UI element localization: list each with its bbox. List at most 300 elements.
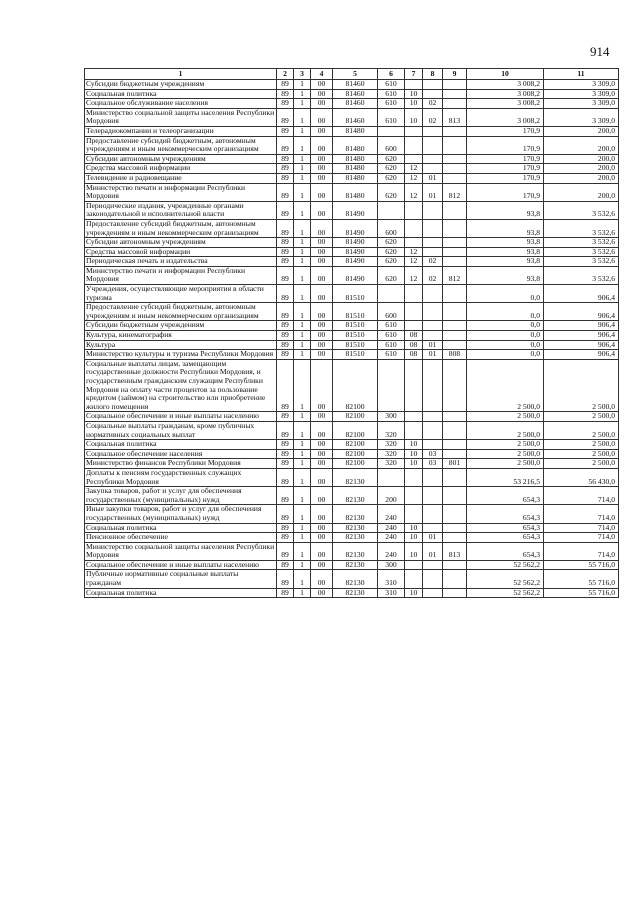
code-cell: 00 [311, 350, 333, 360]
column-header: 1 [85, 69, 277, 80]
code-cell [443, 99, 467, 109]
table-row [85, 173, 619, 183]
code-cell: 00 [311, 440, 333, 450]
code-cell: 89 [277, 247, 294, 257]
table-row [85, 340, 619, 350]
code-cell: 82100 [333, 412, 378, 422]
code-cell [423, 421, 443, 439]
code-cell: 12 [405, 164, 423, 174]
code-cell [405, 421, 423, 439]
code-cell: 1 [294, 468, 311, 486]
code-cell: 620 [378, 266, 405, 284]
code-cell: 89 [277, 89, 294, 99]
code-cell: 320 [378, 421, 405, 439]
column-header: 9 [443, 69, 467, 80]
code-cell: 00 [311, 570, 333, 588]
name-cell: Министерство печати и информации Республики Мордовия [85, 183, 277, 201]
code-cell: 610 [378, 80, 405, 90]
amount-2017-cell: 170,9 [467, 183, 544, 201]
code-cell: 00 [311, 588, 333, 598]
code-cell: 89 [277, 421, 294, 439]
code-cell: 89 [277, 266, 294, 284]
table-row [85, 533, 619, 543]
amount-2017-cell: 2 500,0 [467, 440, 544, 450]
code-cell: 620 [378, 257, 405, 267]
code-cell: 89 [277, 257, 294, 267]
name-cell: Субсидии автономным учреждениям [85, 238, 277, 248]
code-cell [443, 173, 467, 183]
table-row [85, 359, 619, 412]
code-cell: 89 [277, 321, 294, 331]
code-cell: 01 [423, 350, 443, 360]
code-cell: 300 [378, 412, 405, 422]
name-cell: Культура [85, 340, 277, 350]
code-cell: 00 [311, 238, 333, 248]
code-cell: 00 [311, 80, 333, 90]
name-cell: Субсидии бюджетным учреждениям [85, 321, 277, 331]
code-cell: 89 [277, 126, 294, 136]
code-cell: 610 [378, 108, 405, 126]
code-cell: 01 [423, 340, 443, 350]
code-cell: 89 [277, 154, 294, 164]
amount-2018-cell: 3 532,6 [544, 266, 619, 284]
code-cell: 620 [378, 164, 405, 174]
code-cell: 89 [277, 238, 294, 248]
name-cell: Социальное обслуживание населения [85, 99, 277, 109]
code-cell: 10 [405, 588, 423, 598]
code-cell: 08 [405, 350, 423, 360]
amount-2018-cell: 55 716,0 [544, 570, 619, 588]
code-cell: 00 [311, 183, 333, 201]
code-cell: 310 [378, 588, 405, 598]
amount-2018-cell: 3 532,6 [544, 247, 619, 257]
budget-table [84, 68, 619, 598]
code-cell: 00 [311, 201, 333, 219]
table-row [85, 449, 619, 459]
code-cell: 1 [294, 340, 311, 350]
name-cell: Социальное обеспечение населения [85, 449, 277, 459]
table-row [85, 421, 619, 439]
code-cell: 10 [405, 459, 423, 469]
code-cell [443, 247, 467, 257]
code-cell: 00 [311, 533, 333, 543]
amount-2017-cell: 93,8 [467, 201, 544, 219]
amount-2017-cell: 654,3 [467, 487, 544, 505]
column-header: 5 [333, 69, 378, 80]
code-cell [443, 449, 467, 459]
table-row [85, 350, 619, 360]
table-row [85, 303, 619, 321]
code-cell [423, 219, 443, 237]
name-cell: Социальная политика [85, 523, 277, 533]
code-cell: 81480 [333, 173, 378, 183]
name-cell: Социальные выплаты гражданам, кроме публичных нормативных социальных выплат [85, 421, 277, 439]
name-cell: Социальная политика [85, 89, 277, 99]
code-cell: 10 [405, 542, 423, 560]
code-cell: 00 [311, 421, 333, 439]
table-row [85, 154, 619, 164]
code-cell: 808 [443, 350, 467, 360]
code-cell: 1 [294, 285, 311, 303]
code-cell: 1 [294, 164, 311, 174]
code-cell: 1 [294, 321, 311, 331]
code-cell: 1 [294, 459, 311, 469]
code-cell [443, 523, 467, 533]
code-cell: 82130 [333, 542, 378, 560]
amount-2018-cell: 906,4 [544, 350, 619, 360]
table-row [85, 201, 619, 219]
code-cell [443, 238, 467, 248]
name-cell: Социальная политика [85, 588, 277, 598]
table-body [85, 80, 619, 598]
amount-2018-cell: 906,4 [544, 340, 619, 350]
amount-2018-cell: 906,4 [544, 285, 619, 303]
code-cell: 82130 [333, 570, 378, 588]
amount-2017-cell: 93,8 [467, 266, 544, 284]
name-cell: Учреждения, осуществляющие мероприятия в области туризма [85, 285, 277, 303]
code-cell: 89 [277, 350, 294, 360]
code-cell: 82100 [333, 359, 378, 412]
code-cell [405, 136, 423, 154]
column-header: 10 [467, 69, 544, 80]
code-cell: 1 [294, 136, 311, 154]
name-cell: Телерадиокомпании и телеорганизации [85, 126, 277, 136]
code-cell [423, 588, 443, 598]
table-row [85, 126, 619, 136]
code-cell [378, 201, 405, 219]
amount-2017-cell: 93,8 [467, 257, 544, 267]
code-cell [443, 201, 467, 219]
code-cell: 610 [378, 99, 405, 109]
code-cell: 1 [294, 108, 311, 126]
code-cell: 81490 [333, 219, 378, 237]
code-cell [443, 126, 467, 136]
code-cell: 01 [423, 542, 443, 560]
code-cell [443, 285, 467, 303]
column-header: 7 [405, 69, 423, 80]
code-cell: 240 [378, 533, 405, 543]
code-cell: 00 [311, 164, 333, 174]
code-cell: 00 [311, 126, 333, 136]
code-cell: 620 [378, 183, 405, 201]
code-cell: 81480 [333, 164, 378, 174]
code-cell: 00 [311, 173, 333, 183]
code-cell: 89 [277, 505, 294, 523]
code-cell: 81490 [333, 266, 378, 284]
amount-2017-cell: 170,9 [467, 173, 544, 183]
code-cell: 1 [294, 487, 311, 505]
code-cell: 10 [405, 108, 423, 126]
column-header: 2 [277, 69, 294, 80]
table-row [85, 542, 619, 560]
name-cell: Субсидии автономным учреждениям [85, 154, 277, 164]
name-cell: Социальное обеспечение и иные выплаты населению [85, 560, 277, 570]
code-cell: 1 [294, 201, 311, 219]
code-cell: 82130 [333, 505, 378, 523]
amount-2017-cell: 170,9 [467, 164, 544, 174]
code-cell [423, 154, 443, 164]
table-row [85, 505, 619, 523]
code-cell: 89 [277, 459, 294, 469]
code-cell [423, 487, 443, 505]
code-cell: 10 [405, 89, 423, 99]
code-cell: 89 [277, 136, 294, 154]
name-cell: Пенсионное обеспечение [85, 533, 277, 543]
code-cell: 89 [277, 560, 294, 570]
code-cell [423, 359, 443, 412]
amount-2017-cell: 170,9 [467, 136, 544, 154]
code-cell: 89 [277, 164, 294, 174]
code-cell [423, 560, 443, 570]
code-cell [405, 285, 423, 303]
table-row [85, 247, 619, 257]
name-cell: Закупка товаров, работ и услуг для обеспечения государственных (муниципальных) нужд [85, 487, 277, 505]
code-cell [423, 468, 443, 486]
table-row [85, 183, 619, 201]
code-cell: 610 [378, 350, 405, 360]
code-cell: 1 [294, 331, 311, 341]
code-cell [405, 412, 423, 422]
amount-2018-cell: 2 500,0 [544, 440, 619, 450]
code-cell: 12 [405, 247, 423, 257]
code-cell: 1 [294, 412, 311, 422]
code-cell [443, 412, 467, 422]
code-cell: 81490 [333, 201, 378, 219]
code-cell: 00 [311, 340, 333, 350]
code-cell: 89 [277, 331, 294, 341]
amount-2018-cell: 714,0 [544, 505, 619, 523]
code-cell: 81490 [333, 257, 378, 267]
table-row [85, 238, 619, 248]
amount-2017-cell: 3 008,2 [467, 108, 544, 126]
code-cell [423, 331, 443, 341]
code-cell [423, 126, 443, 136]
table-row [85, 321, 619, 331]
code-cell: 10 [405, 523, 423, 533]
code-cell [405, 560, 423, 570]
name-cell: Предоставление субсидий бюджетным, автономным учреждениям и иным некоммерческим организациям [85, 219, 277, 237]
code-cell: 1 [294, 359, 311, 412]
amount-2018-cell: 3 309,0 [544, 89, 619, 99]
name-cell: Социальная политика [85, 440, 277, 450]
amount-2017-cell: 53 216,5 [467, 468, 544, 486]
code-cell [405, 468, 423, 486]
code-cell: 1 [294, 183, 311, 201]
amount-2018-cell: 55 716,0 [544, 588, 619, 598]
amount-2018-cell: 200,0 [544, 136, 619, 154]
code-cell: 00 [311, 523, 333, 533]
code-cell [443, 487, 467, 505]
amount-2018-cell: 3 532,6 [544, 238, 619, 248]
amount-2017-cell: 2 500,0 [467, 421, 544, 439]
name-cell: Министерство социальной защиты населения Республики Мордовия [85, 108, 277, 126]
code-cell: 00 [311, 487, 333, 505]
code-cell: 81490 [333, 238, 378, 248]
code-cell: 82130 [333, 523, 378, 533]
code-cell [423, 321, 443, 331]
code-cell: 01 [423, 183, 443, 201]
code-cell [443, 340, 467, 350]
code-cell: 610 [378, 89, 405, 99]
code-cell: 89 [277, 99, 294, 109]
code-cell: 02 [423, 266, 443, 284]
amount-2018-cell: 3 309,0 [544, 80, 619, 90]
table-row [85, 266, 619, 284]
code-cell: 02 [423, 257, 443, 267]
code-cell [443, 331, 467, 341]
code-cell: 610 [378, 321, 405, 331]
code-cell: 600 [378, 136, 405, 154]
code-cell [423, 570, 443, 588]
code-cell: 320 [378, 449, 405, 459]
code-cell [443, 421, 467, 439]
code-cell: 1 [294, 533, 311, 543]
code-cell: 00 [311, 505, 333, 523]
code-cell [443, 560, 467, 570]
code-cell [443, 164, 467, 174]
table-row [85, 219, 619, 237]
code-cell: 00 [311, 285, 333, 303]
code-cell: 08 [405, 340, 423, 350]
amount-2017-cell: 52 562,2 [467, 570, 544, 588]
code-cell [378, 126, 405, 136]
code-cell: 81510 [333, 340, 378, 350]
code-cell: 1 [294, 523, 311, 533]
code-cell: 03 [423, 449, 443, 459]
code-cell [443, 219, 467, 237]
amount-2017-cell: 3 008,2 [467, 89, 544, 99]
name-cell: Предоставление субсидий бюджетным, автономным учреждениям и иным некоммерческим организациям [85, 303, 277, 321]
code-cell: 82100 [333, 421, 378, 439]
code-cell [378, 285, 405, 303]
code-cell [423, 285, 443, 303]
column-header: 6 [378, 69, 405, 80]
code-cell: 89 [277, 340, 294, 350]
table-row [85, 80, 619, 90]
column-header: 4 [311, 69, 333, 80]
code-cell: 10 [405, 533, 423, 543]
table-row [85, 560, 619, 570]
code-cell: 89 [277, 468, 294, 486]
amount-2018-cell: 714,0 [544, 542, 619, 560]
amount-2017-cell: 170,9 [467, 154, 544, 164]
code-cell: 81510 [333, 285, 378, 303]
code-cell: 89 [277, 108, 294, 126]
code-cell: 00 [311, 89, 333, 99]
code-cell: 89 [277, 80, 294, 90]
code-cell: 1 [294, 542, 311, 560]
amount-2017-cell: 93,8 [467, 219, 544, 237]
code-cell: 89 [277, 412, 294, 422]
code-cell: 81510 [333, 303, 378, 321]
code-cell [423, 523, 443, 533]
code-cell: 89 [277, 303, 294, 321]
code-cell: 89 [277, 588, 294, 598]
code-cell [443, 321, 467, 331]
name-cell: Министерство культуры и туризма Республики Мордовия [85, 350, 277, 360]
code-cell: 02 [423, 108, 443, 126]
code-cell: 89 [277, 487, 294, 505]
amount-2017-cell: 3 008,2 [467, 80, 544, 90]
code-cell: 10 [405, 449, 423, 459]
code-cell: 00 [311, 542, 333, 560]
amount-2018-cell: 55 716,0 [544, 560, 619, 570]
name-cell: Субсидии бюджетным учреждениям [85, 80, 277, 90]
code-cell: 00 [311, 99, 333, 109]
code-cell: 81480 [333, 136, 378, 154]
code-cell: 81510 [333, 321, 378, 331]
column-header: 3 [294, 69, 311, 80]
code-cell [405, 126, 423, 136]
code-cell: 12 [405, 173, 423, 183]
code-cell: 89 [277, 219, 294, 237]
code-cell [405, 238, 423, 248]
code-cell: 240 [378, 505, 405, 523]
table-row [85, 257, 619, 267]
code-cell: 240 [378, 523, 405, 533]
name-cell: Социальное обеспечение и иные выплаты населению [85, 412, 277, 422]
amount-2017-cell: 0,0 [467, 303, 544, 321]
name-cell: Культура, кинематография [85, 331, 277, 341]
amount-2018-cell: 56 430,0 [544, 468, 619, 486]
table-row [85, 588, 619, 598]
code-cell: 1 [294, 99, 311, 109]
code-cell: 89 [277, 449, 294, 459]
code-cell [443, 154, 467, 164]
code-cell: 82130 [333, 468, 378, 486]
code-cell [405, 80, 423, 90]
code-cell [443, 440, 467, 450]
amount-2017-cell: 2 500,0 [467, 359, 544, 412]
amount-2018-cell: 714,0 [544, 487, 619, 505]
table-row [85, 468, 619, 486]
amount-2017-cell: 0,0 [467, 321, 544, 331]
code-cell: 12 [405, 183, 423, 201]
code-cell: 81460 [333, 80, 378, 90]
code-cell: 00 [311, 321, 333, 331]
code-cell: 1 [294, 219, 311, 237]
code-cell: 1 [294, 588, 311, 598]
name-cell: Средства массовой информации [85, 247, 277, 257]
code-cell [443, 570, 467, 588]
code-cell: 10 [405, 440, 423, 450]
code-cell [443, 89, 467, 99]
amount-2017-cell: 0,0 [467, 340, 544, 350]
code-cell: 81460 [333, 108, 378, 126]
code-cell [423, 238, 443, 248]
page-number: 914 [590, 44, 610, 59]
amount-2017-cell: 2 500,0 [467, 412, 544, 422]
code-cell: 610 [378, 340, 405, 350]
code-cell: 801 [443, 459, 467, 469]
code-cell: 89 [277, 533, 294, 543]
code-cell: 00 [311, 459, 333, 469]
code-cell: 89 [277, 523, 294, 533]
code-cell: 81510 [333, 350, 378, 360]
code-cell [405, 154, 423, 164]
amount-2017-cell: 52 562,2 [467, 588, 544, 598]
code-cell: 89 [277, 201, 294, 219]
code-cell [405, 359, 423, 412]
table-row [85, 487, 619, 505]
name-cell: Средства массовой информации [85, 164, 277, 174]
table-row [85, 331, 619, 341]
code-cell: 1 [294, 560, 311, 570]
code-cell: 82100 [333, 459, 378, 469]
amount-2018-cell: 3 532,6 [544, 219, 619, 237]
code-cell [405, 201, 423, 219]
amount-2017-cell: 0,0 [467, 331, 544, 341]
